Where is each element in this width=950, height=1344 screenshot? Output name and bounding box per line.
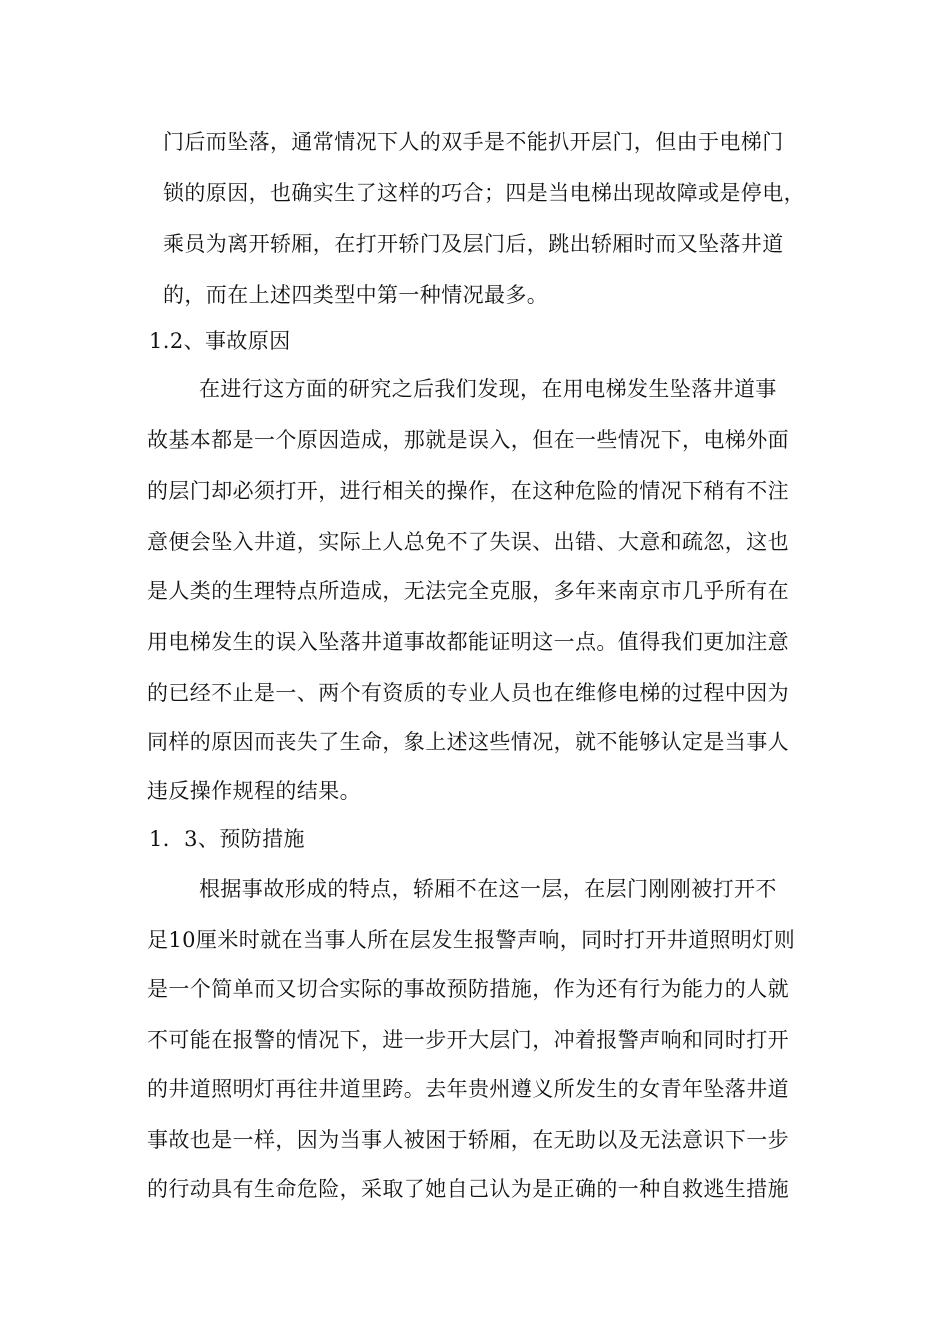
paragraph-line: 足10厘米时就在当事人所在层发生报警声响，同时打开井道照明灯则	[147, 928, 796, 952]
paragraph-line: 在进行这方面的研究之后我们发现，在用电梯发生坠落井道事	[199, 377, 777, 401]
paragraph-line: 不可能在报警的情况下，进一步开大层门，冲着报警声响和同时打开	[147, 1028, 789, 1052]
paragraph-line: 意便会坠入井道，实际上人总免不了失误、出错、大意和疏忽，这也	[147, 530, 789, 554]
paragraph-line: 是人类的生理特点所造成，无法完全克服，多年来南京市几乎所有在	[147, 579, 789, 603]
paragraph-line: 乘员为离开轿厢，在打开轿门及层门后，跳出轿厢时而又坠落井道	[163, 232, 784, 256]
paragraph-line: 故基本都是一个原因造成，那就是误入，但在一些情况下，电梯外面	[147, 428, 789, 452]
paragraph-line: 的，而在上述四类型中第一种情况最多。	[163, 283, 549, 307]
paragraph-line: 门后而坠落，通常情况下人的双手是不能扒开层门，但由于电梯门	[163, 130, 784, 154]
paragraph-line: 的行动具有生命危险，采取了她自己认为是正确的一种自救逃生措施	[147, 1177, 789, 1201]
section-heading: 1.2、事故原因	[149, 329, 291, 353]
paragraph-line: 事故也是一样，因为当事人被困于轿厢，在无助以及无法意识下一步	[147, 1128, 789, 1152]
paragraph-line: 同样的原因而丧失了生命，象上述这些情况，就不能够认定是当事人	[147, 730, 789, 754]
paragraph-line: 用电梯发生的误入坠落井道事故都能证明这一点。值得我们更加注意	[147, 630, 789, 654]
paragraph-line: 锁的原因，也确实生了这样的巧合；四是当电梯出现故障或是停电，	[163, 181, 805, 205]
paragraph-line: 违反操作规程的结果。	[147, 779, 361, 803]
paragraph-line: 的层门却必须打开，进行相关的操作，在这种危险的情况下稍有不注	[147, 479, 789, 503]
paragraph-line: 的井道照明灯再往井道里跨。去年贵州遵义所发生的女青年坠落井道	[147, 1077, 789, 1101]
section-heading: 1．3、预防措施	[149, 827, 305, 851]
paragraph-line: 是一个简单而又切合实际的事故预防措施，作为还有行为能力的人就	[147, 977, 789, 1001]
paragraph-line: 根据事故形成的特点，轿厢不在这一层，在层门刚刚被打开不	[199, 877, 777, 901]
paragraph-line: 的已经不止是一、两个有资质的专业人员也在维修电梯的过程中因为	[147, 681, 789, 705]
